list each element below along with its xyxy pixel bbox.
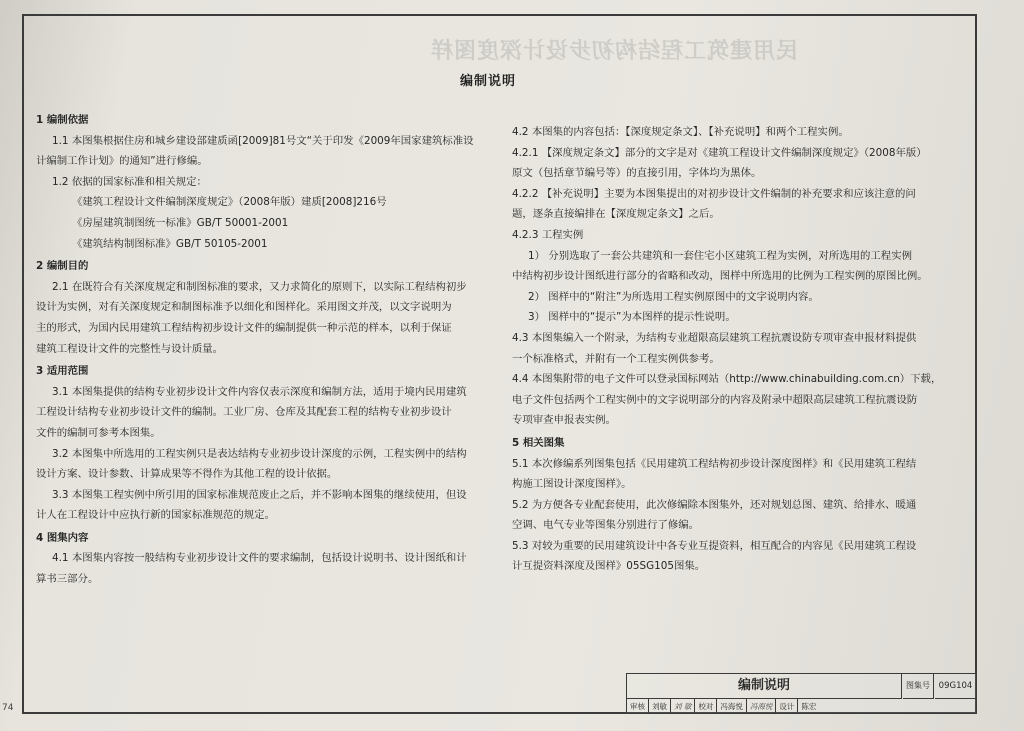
- text-line: 空调、电气专业等图集分别进行了修编。: [512, 519, 700, 532]
- section-heading: 2 编制目的: [36, 260, 89, 273]
- title-block: [626, 673, 977, 714]
- text-line: 《房屋建筑制图统一标准》GB/T 50001-2001: [72, 216, 289, 229]
- atlas-number-label: 图集号: [903, 674, 934, 699]
- text-line: 4.2.2 【补充说明】主要为本图集提出的对初步设计文件编制的补充要求和应该注意的问: [512, 187, 916, 200]
- text-line: 3.2 本图集中所选用的工程实例只是表达结构专业初步设计深度的示例，工程实例中的结构: [52, 447, 467, 460]
- section-heading: 1 编制依据: [36, 114, 89, 126]
- design-name: 陈宏: [801, 702, 817, 711]
- check-name: 冯海悦: [717, 699, 747, 714]
- title-block-title: 编制说明: [627, 674, 902, 699]
- section-heading: 3 适用范围: [36, 365, 89, 378]
- check-label: 校对: [695, 699, 717, 714]
- text-line: 3.1 本图集提供的结构专业初步设计文件内容仅表示深度和编制方法，适用于境内民用建筑: [52, 385, 467, 398]
- review-label: 审核: [627, 699, 649, 714]
- page-title: 编制说明: [460, 74, 517, 89]
- text-line: 1.2 依据的国家标准和相关规定：: [52, 175, 207, 188]
- design-label: 设计: [776, 699, 798, 714]
- text-line: 计互提资料深度及图样》05SG105图集。: [512, 560, 706, 573]
- text-line: 1） 分别选取了一套公共建筑和一套住宅小区建筑工程为实例，对所选用的工程实例: [528, 249, 912, 262]
- text-line: 5.2 为方便各专业配套使用，此次修编除本图集外，还对规划总图、建筑、给排水、暖通: [512, 498, 917, 511]
- text-line: 《建筑工程设计文件编制深度规定》（2008年版）建质[2008]216号: [72, 196, 387, 209]
- text-line: 3） 图样中的“提示”为本图样的提示性说明。: [528, 311, 736, 324]
- text-line: 计人在工程设计中应执行新的国家标准规范的规定。: [36, 509, 275, 522]
- text-line: 构施工图设计深度图样》。: [512, 478, 632, 491]
- text-line: 5.3 对较为重要的民用建筑设计中各专业互提资料，相互配合的内容见《民用建筑工程设: [512, 539, 917, 552]
- bleed-through-title: 民用建筑工程结构初步设计深度图样: [430, 39, 799, 64]
- left-column: [36, 108, 476, 590]
- text-line: 计编制工作计划》的通知”进行修编。: [36, 155, 208, 168]
- text-line: 4.2.3 工程实例: [512, 228, 584, 241]
- text-line: 4.1 本图集内容按一般结构专业初步设计文件的要求编制，包括设计说明书、设计图纸和计: [52, 552, 467, 565]
- text-line: 3.3 本图集工程实例中所引用的国家标准规范废止之后，并不影响本图集的继续使用，但设: [52, 488, 467, 501]
- text-line: 建筑工程设计文件的完整性与设计质量。: [36, 342, 224, 355]
- text-line: 工程设计结构专业初步设计文件的编制。工业厂房、仓库及其配套工程的结构专业初步设计: [36, 406, 452, 419]
- atlas-number: 09G104: [935, 674, 976, 699]
- review-name: 刘敏: [649, 699, 671, 714]
- text-line: 专项审查申报表实例。: [512, 414, 616, 427]
- text-line: 算书三部分。: [36, 573, 99, 586]
- section-heading: 4 图集内容: [36, 531, 89, 544]
- text-line: 4.2.1 【深度规定条文】部分的文字是对《建筑工程设计文件编制深度规定》（2008年版）: [512, 146, 927, 159]
- section-heading: 5 相关图集: [512, 436, 565, 449]
- text-line: 4.2 本图集的内容包括：【深度规定条文】、【补充说明】和两个工程实例。: [512, 126, 849, 138]
- text-line: 《建筑结构制图标准》GB/T 50105-2001: [72, 237, 268, 250]
- text-line: 中结构初步设计图纸进行部分的省略和改动，图样中所选用的比例为工程实例的原图比例。: [512, 270, 928, 283]
- text-line: 5.1 本次修编系列图集包括《民用建筑工程结构初步设计深度图样》和《民用建筑工程结: [512, 457, 917, 470]
- text-line: 1.1 本图集根据住房和城乡建设部建质函[2009]81号文“关于印发《2009年国家建筑标准设: [52, 134, 474, 147]
- check-signature: 冯海悦: [747, 699, 777, 714]
- text-line: 题，逐条直接编排在【深度规定条文】之后。: [512, 208, 720, 221]
- text-line: 主的形式，为国内民用建筑工程结构初步设计文件的编制提供一种示范的样本，以利于保证: [36, 321, 452, 334]
- text-line: 设计为实例，对有关深度规定和制图标准予以细化和图样化。采用图文并茂，以文字说明为: [36, 301, 452, 314]
- right-column: [512, 122, 967, 577]
- text-line: 设计方案、设计参数、计算成果等不得作为其他工程的设计依据。: [36, 468, 338, 481]
- text-line: 文件的编制可参考本图集。: [36, 426, 161, 439]
- text-line: 4.3 本图集编入一个附录，为结构专业超限高层建筑工程抗震设防专项审查申报材料提供: [512, 331, 917, 344]
- signature-row: [627, 699, 976, 714]
- text-line: 原文（包括章节编号等）的直接引用，字体均为黑体。: [512, 167, 762, 180]
- text-line: 电子文件包括两个工程实例中的文字说明部分的内容及附录中超限高层建筑工程抗震设防: [512, 393, 918, 406]
- text-line: 4.4 本图集附带的电子文件可以登录国标网站（http://www.chinabuilding.com.cn）下载，: [512, 373, 942, 386]
- text-line: 2） 图样中的“附注”为所选用工程实例原图中的文字说明内容。: [528, 290, 819, 303]
- page-number: 74: [2, 703, 14, 713]
- review-signature: 刘 敏: [671, 699, 695, 714]
- text-line: 一个标准格式，并附有一个工程实例供参考。: [512, 352, 720, 365]
- text-line: 2.1 在既符合有关深度规定和制图标准的要求，又力求简化的原则下，以实际工程结构初步: [52, 280, 467, 293]
